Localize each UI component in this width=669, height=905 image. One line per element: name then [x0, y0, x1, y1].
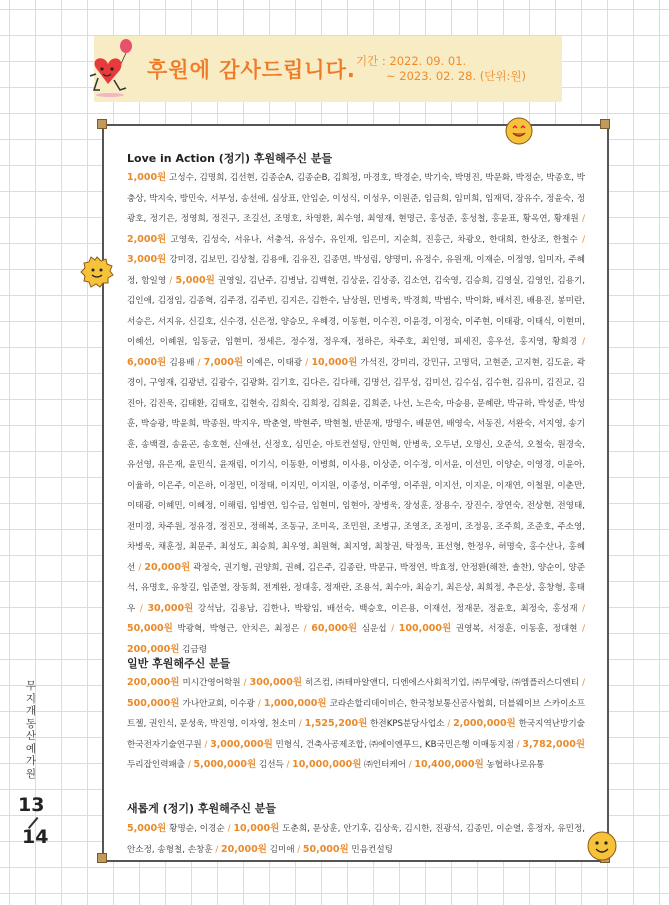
donation-amount: 10,000원	[233, 823, 280, 834]
amount-separator: /	[299, 624, 312, 634]
donation-amount: 20,000원	[144, 561, 191, 573]
amount-separator: /	[135, 562, 145, 573]
donor-names: 김금령	[179, 644, 208, 655]
amount-separator: /	[444, 719, 454, 729]
donation-amount: 200,000원	[127, 643, 180, 655]
donation-amount: 10,400,000원	[414, 759, 484, 770]
donation-amount: 60,000원	[311, 623, 358, 634]
period-start: 기간 : 2022. 09. 01.	[356, 54, 467, 68]
donor-names: 고영욱, 김성숙, 서유나, 서충석, 유성수, 유인재, 임은미, 지순희, 진홍근, 차광오, 한대희, 한상조, 한철수	[166, 234, 578, 245]
donation-amount: 1,525,200원	[304, 718, 368, 729]
amount-separator: /	[212, 844, 222, 855]
amount-separator: /	[185, 760, 194, 770]
donation-amount: 5,000,000원	[193, 759, 257, 770]
donor-names: 황명순, 이경순	[166, 824, 225, 834]
amount-separator: /	[224, 824, 234, 834]
donor-names: 김미애	[266, 844, 295, 855]
donation-amount: 10,000원	[311, 356, 358, 368]
donation-amount: 6,000원	[127, 356, 167, 368]
donor-names: 농협하나로유통	[483, 760, 545, 770]
amount-separator: /	[577, 624, 585, 634]
donation-amount: 10,000,000원	[292, 759, 362, 770]
donation-amount: 50,000원	[302, 843, 349, 855]
donor-names: 도춘희, 문상훈, 안기후, 김상욱, 김시한, 진광석, 김종민, 이순열, 홍정자, 유민정, 안소정, 송형철, 손창훈	[127, 824, 586, 855]
donor-names: 박광혁, 박형근, 안치은, 최정은	[172, 624, 300, 634]
amount-separator: /	[302, 357, 312, 368]
section-title-general: 일반 후원해주신 분들	[127, 657, 231, 670]
donor-names: 한전KPS분당사업소	[367, 719, 445, 729]
donor-names: 강석남, 김용남, 김한나, 박왕임, 배선숙, 백승호, 이은용, 이재선, 정재문, 정윤호, 최정숙, 홍성재	[193, 603, 578, 614]
donation-amount: 200,000원	[127, 677, 180, 688]
amount-separator: /	[578, 214, 585, 224]
donation-amount: 1,000,000원	[263, 697, 327, 709]
amount-separator: /	[166, 275, 176, 286]
donor-names: 권영일, 김난주, 김병남, 김백현, 김상윤, 김상종, 김소연, 김숙영, 김승희, 김영실, 김영인, 김용기, 김인애, 김정임, 김종혁, 김주경, 김주빈, 김지은, 김한수, 남상원, 민병욱, 박경희, 박범수, 박이화, 배서진, 배용진, 봉미란, 서승은, 서지유, 신길호, 신수경, 신은정, 양승모, 우혜경, 이동현, 이수진, 이윤경, 이정숙, 이주현, 이태광, 이태식, 이현미, 이혜선, 이혜원, 임동균, 임현미, 정세은, 정수정, 정우재, 정하은, 차주호, 최인영, 피세진, 홍우선, 홍지영, 황희경	[127, 275, 586, 347]
donor-names: 김용배	[166, 357, 195, 368]
amount-separator: /	[577, 603, 586, 614]
donation-amount: 1,000원	[127, 172, 167, 183]
donor-list-general	[127, 673, 585, 776]
donation-amount: 3,000원	[127, 254, 167, 265]
period-end: ~ 2023. 02. 28. (단위:원)	[386, 69, 526, 83]
donor-names: 미시간영어학원	[179, 678, 241, 688]
period-text	[356, 54, 526, 84]
amount-separator: /	[283, 760, 293, 770]
donor-names: 김선득	[256, 760, 284, 770]
donor-names: 곽정숙, 권기형, 권양희, 권혜, 김은주, 김종란, 박문규, 박정연, 박효정, 안정환(해찬, 솔찬), 양순이, 양준석, 유명호, 유창길, 임준열, 장동희, 전계완, 정대홍, 정재란, 조용석, 최수아, 최승기, 최은상, 최희정, 추은상, 홍창형, 홍태우	[127, 562, 585, 614]
donation-amount: 7,000원	[203, 356, 244, 368]
donation-amount: 3,782,000원	[522, 738, 585, 750]
card-corner-tr	[600, 119, 610, 129]
amount-separator: /	[296, 719, 305, 729]
amount-separator: /	[194, 357, 204, 368]
amount-separator: /	[294, 844, 303, 855]
donation-amount: 50,000원	[127, 623, 173, 634]
donor-names: 강미경, 김보민, 김상철, 김용애, 김유진, 김종면, 박성림, 양명미, 유정수, 유원재, 이재순, 이정영, 임미자, 주혜정, 함일영	[127, 255, 585, 286]
page-number-bottom: 14	[22, 826, 49, 848]
donation-amount: 5,000원	[175, 274, 215, 286]
amount-separator: /	[513, 739, 523, 750]
amount-separator: /	[240, 678, 250, 688]
donor-names: ㈜인터케어	[361, 760, 406, 770]
donor-names: 두리잡인력패출	[127, 760, 186, 770]
side-label: 무지개동산 예가원	[25, 680, 37, 780]
amount-separator: /	[579, 678, 585, 688]
donor-names: 민형식, 건축사공제조합, ㈜에이엔푸드, KB국민은행 이매동지점	[272, 739, 514, 750]
amount-separator: /	[577, 337, 585, 347]
donor-list-love-in-action	[127, 168, 585, 660]
donor-names: 민음컨설팅	[348, 844, 393, 855]
donation-amount: 3,000,000원	[210, 738, 273, 750]
amount-separator: /	[135, 603, 148, 614]
donation-amount: 100,000원	[398, 623, 452, 634]
amount-separator: /	[405, 760, 415, 770]
donation-amount: 5,000원	[127, 823, 167, 834]
donor-names: 권영복, 서정훈, 이동훈, 정대현	[451, 624, 578, 634]
donation-amount: 500,000원	[127, 697, 180, 709]
amount-separator: /	[577, 234, 585, 245]
card-corner-bl	[97, 853, 107, 863]
section-title-love-in-action: Love in Action (정기) 후원해주신 분들	[127, 152, 333, 165]
smiley-face-icon	[504, 116, 534, 146]
amount-separator: /	[201, 739, 211, 750]
amount-separator: /	[254, 698, 264, 709]
smiley-face-icon	[586, 830, 618, 862]
donation-amount: 2,000,000원	[453, 718, 516, 729]
donation-amount: 300,000원	[249, 677, 303, 688]
donor-names: 심운섭	[357, 624, 387, 634]
amount-separator: /	[386, 624, 399, 634]
donor-names: 코라손할리데이비슨, 한국청보통신공사협회, 더블웨이브 스카이소프트젤, 권인식, 문성욱, 박진영, 이자영, 천소미	[127, 698, 586, 729]
card-corner-tl	[97, 119, 107, 129]
donation-amount: 30,000원	[147, 602, 194, 614]
donor-names: 가석진, 강미리, 강민규, 고명덕, 고현준, 고지현, 김도윤, 곽경이, 구영재, 김광년, 김광수, 김광화, 김기호, 김다은, 김다해, 김명선, 김무성, 김미선, 김수심, 김수현, 김유미, 김진교, 김진아, 김진욱, 김태환, 김태호, 김현숙, 김희숙, 김희정, 김희윤, 김희준, 나선, 노은숙, 마승용, 문혜란, 박규하, 박성준, 박성훈, 박승광, 박윤희, 박종원, 박지우, 박춘열, 박현주, 박현철, 반문재, 방명수, 배문연, 배영숙, 서동진, 서완숙, 서지영, 송기훈, 송백결, 송윤곤, 송호현, 신애선, 신정호, 심민순, 아토컨설팅, 안민혁, 안병욱, 오두년, 오명신, 오준석, 오철숙, 원경숙, 유선영, 유은재, 윤민식, 윤재림, 이기식, 이동환, 이병희, 이사용, 이상준, 이수정, 이서윤, 이선민, 이양순, 이영경, 이윤아, 이율하, 이은주, 이은하, 이정민, 이정태, 이지민, 이지원, 이종성, 이주영, 이주원, 이지선, 이지운, 이재연, 이철원, 이춘만, 이태광, 이혜민, 이혜정, 이해림, 임병연, 임수금, 임현미, 임현아, 장병욱, 장성훈, 장용수, 장진수, 장연숙, 전상현, 전영태, 전미경, 차주원, 정유경, 정진모, 정해복, 조동규, 조미옥, 조민원, 조병규, 조영조, 조정미, 조정옹, 조주희, 조준호, 주소영, 차병욱, 채훈정, 최문주, 최성도, 최승희, 최우영, 최원혁, 최지영, 최창권, 탁정욱, 표선형, 한정우, 허명숙, 홍수산나, 홍혜선	[127, 357, 585, 573]
donor-names: 한국지역난방기술 한국전자기술연구원	[127, 719, 585, 750]
donor-names: 히즈컴, ㈜테마알앤디, 디엔에스사회적기업, ㈜무예랑, ㈜엠플러스디엔티	[302, 678, 580, 688]
donor-names: 이예은, 이태광	[243, 357, 303, 368]
donor-list-new-regular	[127, 819, 585, 860]
donor-names: 가나안교회, 이수광	[179, 698, 255, 709]
banner-title: 후원에 감사드립니다.	[147, 58, 356, 82]
section-title-new-regular: 새롭게 (정기) 후원해주신 분들	[127, 802, 277, 815]
page-number-top: 13	[18, 794, 45, 816]
smiley-face-icon	[80, 255, 114, 289]
donation-amount: 20,000원	[221, 843, 267, 855]
heart-mascot-icon	[86, 38, 134, 98]
donation-amount: 2,000원	[127, 233, 167, 245]
donor-names: 고성수, 김명희, 김선현, 김종순A, 김종순B, 김희정, 마경호, 박경순, 박기숙, 박명진, 박문화, 박정순, 박종호, 박충상, 박지숙, 방민숙, 서부성, 송선애, 심상표, 안임순, 이성식, 이성우, 이원준, 임금희, 임미희, 임재덕, 장유수, 정윤숙, 정광호, 정기은, 정영희, 정진구, 조길선, 조명호, 차영환, 최수영, 최영재, 현명근, 홍성준, 홍성철, 홍윤표, 황옥연, 황재원	[127, 173, 585, 224]
